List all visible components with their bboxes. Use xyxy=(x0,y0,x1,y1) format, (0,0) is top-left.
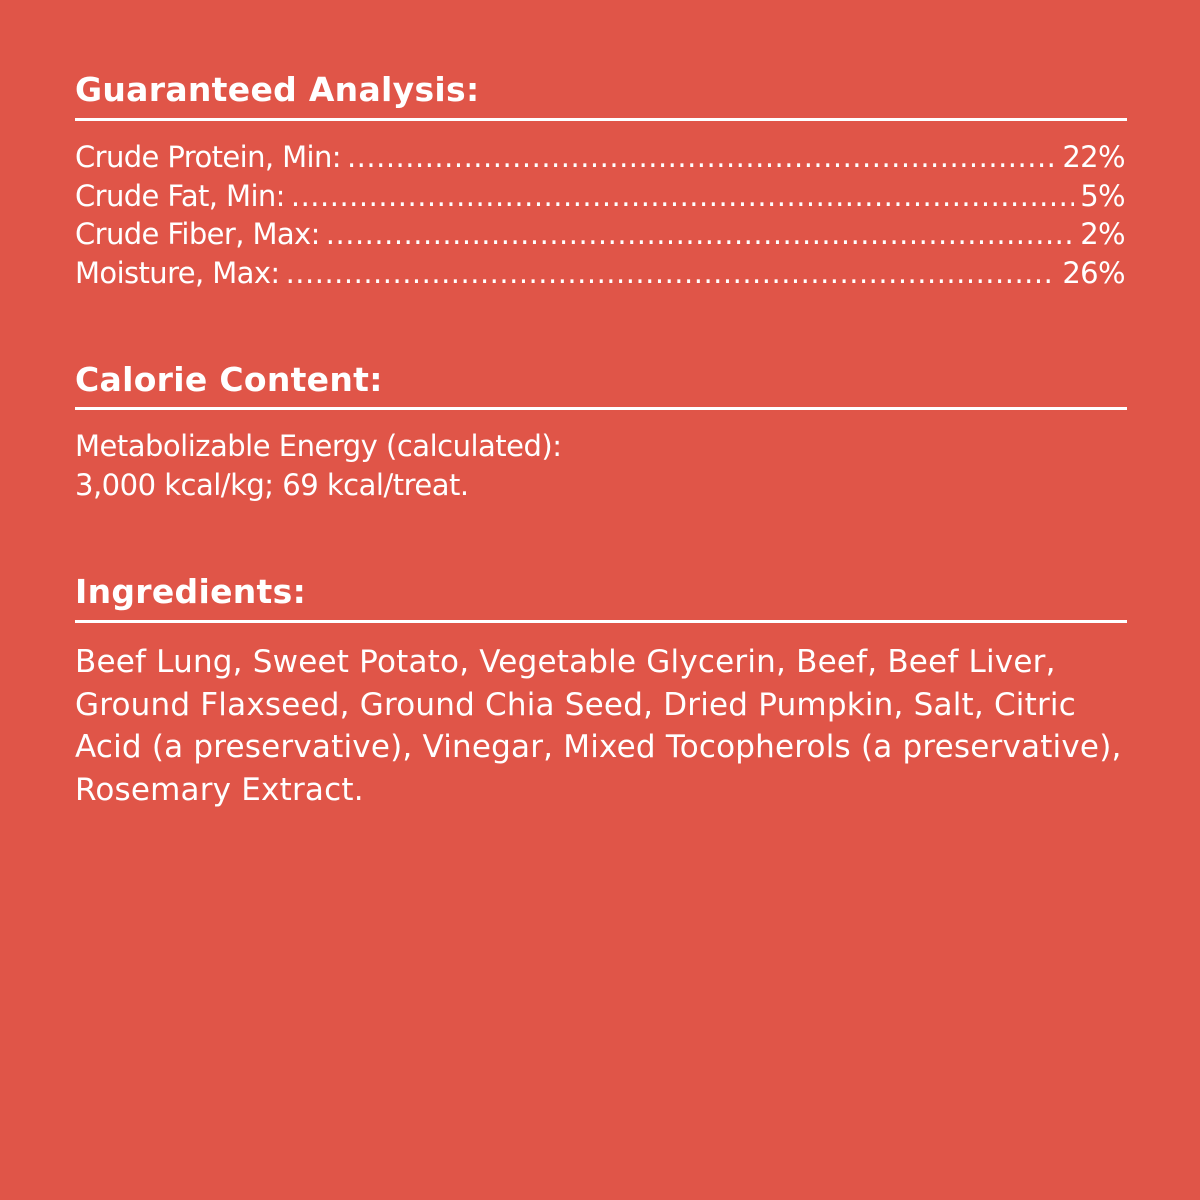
calorie-content-divider xyxy=(75,407,1127,410)
analysis-value: 26% xyxy=(1062,255,1125,290)
analysis-value: 22% xyxy=(1062,140,1125,174)
analysis-row-protein xyxy=(75,138,1125,177)
analysis-row-moisture xyxy=(75,254,1125,293)
guaranteed-analysis-title: Guaranteed Analysis: xyxy=(75,70,480,109)
leader-dots xyxy=(286,254,1057,293)
calorie-content-title: Calorie Content: xyxy=(75,360,383,399)
analysis-value: 2% xyxy=(1080,217,1125,251)
analysis-value: 5% xyxy=(1080,178,1125,213)
calorie-energy-value: 3,000 kcal/kg; 69 kcal/treat. xyxy=(75,468,469,502)
guaranteed-analysis-divider xyxy=(75,118,1127,121)
analysis-row-fiber xyxy=(75,215,1125,254)
analysis-label: Crude Fat, Min: xyxy=(75,178,285,213)
analysis-label: Crude Fiber, Max: xyxy=(75,217,320,251)
guaranteed-analysis-list xyxy=(75,138,1125,292)
leader-dots xyxy=(347,138,1056,177)
analysis-label: Crude Protein, Min: xyxy=(75,140,341,174)
calorie-energy-label: Metabolizable Energy (calculated): xyxy=(75,429,562,463)
leader-dots xyxy=(326,215,1074,254)
ingredients-list: Beef Lung, Sweet Potato, Vegetable Glycerin, Beef, Beef Liver, Ground Flaxseed, Ground Chia Seed, Dried Pumpkin, Salt, Citric Acid (a preservative), Vinegar, Mixed Tocopherols (a preservative), Rosemary Extract. xyxy=(75,644,1122,808)
calorie-content-body xyxy=(75,427,1127,505)
analysis-row-fat xyxy=(75,177,1125,216)
ingredients-divider xyxy=(75,620,1127,623)
ingredients-title: Ingredients: xyxy=(75,572,307,611)
leader-dots xyxy=(291,177,1074,216)
analysis-label: Moisture, Max: xyxy=(75,255,280,290)
